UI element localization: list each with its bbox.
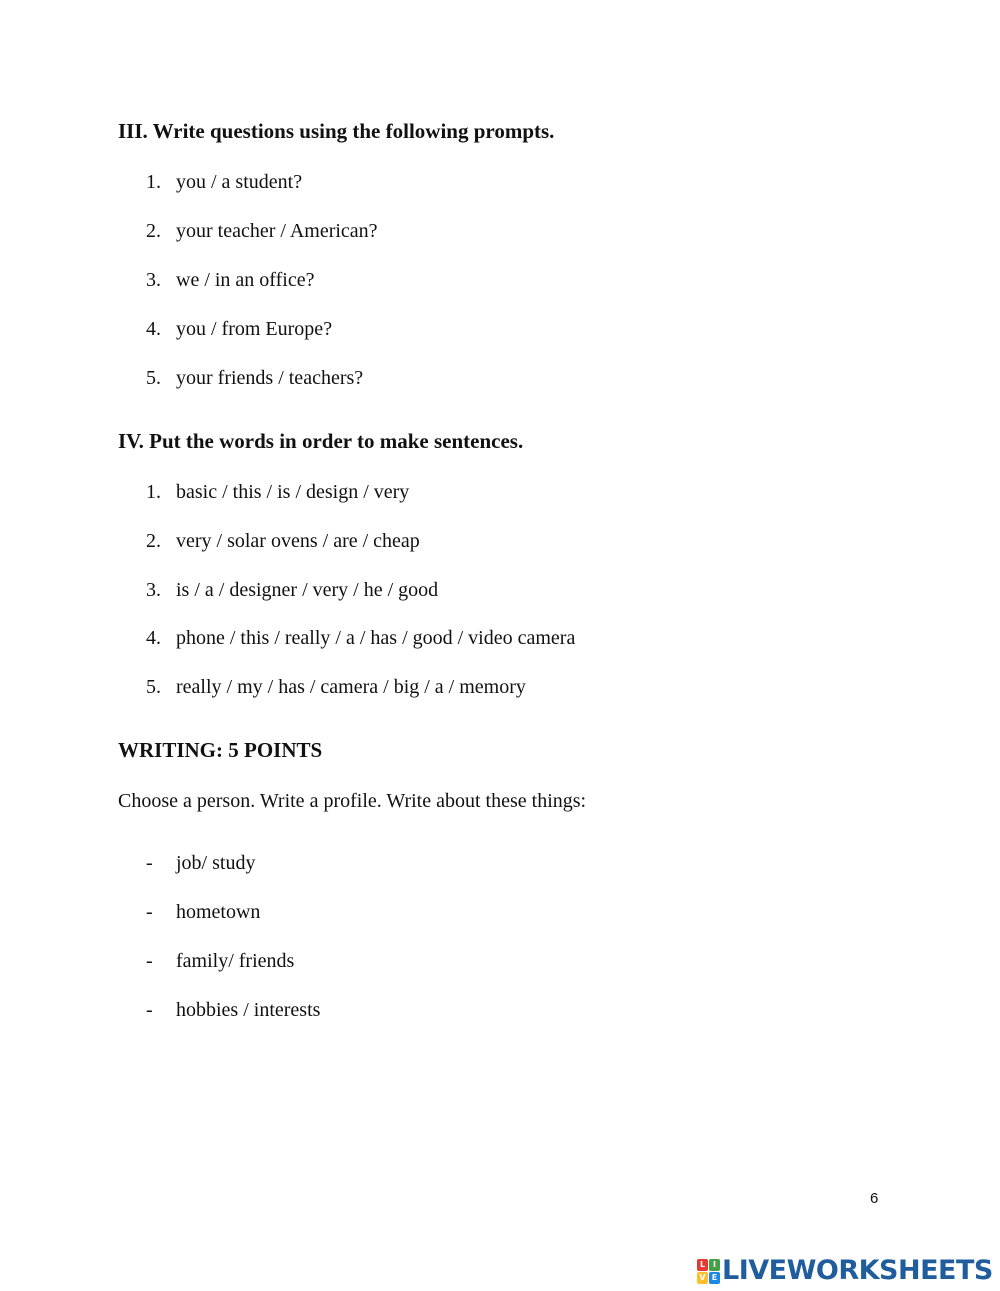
list-item <box>146 219 378 243</box>
item-number: 3. <box>146 269 161 291</box>
item-number: 2. <box>146 220 161 242</box>
bullet-item <box>146 900 260 924</box>
bullet-item <box>146 851 255 875</box>
item-number: 5. <box>146 367 161 389</box>
bullet-text: hometown <box>176 901 261 923</box>
list-item <box>146 675 526 699</box>
item-text: you / a student? <box>176 171 303 193</box>
bullet-marker: - <box>146 950 153 972</box>
item-text: we / in an office? <box>176 269 315 291</box>
writing-heading: WRITING: 5 POINTS <box>118 738 323 762</box>
bullet-item <box>146 998 320 1022</box>
bullet-marker: - <box>146 999 153 1021</box>
bullet-marker: - <box>146 901 153 923</box>
bullet-text: family/ friends <box>176 950 295 972</box>
logo-square: E <box>709 1272 720 1284</box>
list-item <box>146 170 302 194</box>
item-text: you / from Europe? <box>176 318 333 340</box>
list-item <box>146 480 409 504</box>
item-text: phone / this / really / a / has / good / video camera <box>176 627 576 649</box>
item-text: really / my / has / camera / big / a / memory <box>176 676 526 698</box>
list-item <box>146 268 314 292</box>
item-text: is / a / designer / very / he / good <box>176 579 439 601</box>
bullet-item <box>146 949 294 973</box>
section-3-heading: III. Write questions using the following prompts. <box>118 119 555 143</box>
logo-square: V <box>697 1272 708 1284</box>
bullet-text: hobbies / interests <box>176 999 321 1021</box>
liveworksheets-icon <box>697 1259 720 1284</box>
item-number: 4. <box>146 318 161 340</box>
item-text: your friends / teachers? <box>176 367 364 389</box>
list-item <box>146 626 575 650</box>
list-item <box>146 529 420 553</box>
item-text: basic / this / is / design / very <box>176 481 410 503</box>
list-item <box>146 366 363 390</box>
list-item <box>146 578 438 602</box>
item-number: 1. <box>146 481 161 503</box>
brand-name: LIVEWORKSHEETS <box>722 1255 993 1286</box>
page-number: 6 <box>870 1190 879 1207</box>
bullet-marker: - <box>146 852 153 874</box>
logo-square: L <box>697 1259 708 1271</box>
item-number: 4. <box>146 627 161 649</box>
list-item <box>146 317 332 341</box>
item-number: 3. <box>146 579 161 601</box>
bullet-text: job/ study <box>176 852 256 874</box>
item-number: 1. <box>146 171 161 193</box>
item-number: 5. <box>146 676 161 698</box>
logo-square: I <box>709 1259 720 1271</box>
item-text: very / solar ovens / are / cheap <box>176 530 420 552</box>
liveworksheets-logo <box>697 1255 993 1287</box>
writing-instruction: Choose a person. Write a profile. Write about these things: <box>118 790 587 812</box>
item-number: 2. <box>146 530 161 552</box>
section-4-heading: IV. Put the words in order to make sentences. <box>118 429 524 453</box>
item-text: your teacher / American? <box>176 220 378 242</box>
